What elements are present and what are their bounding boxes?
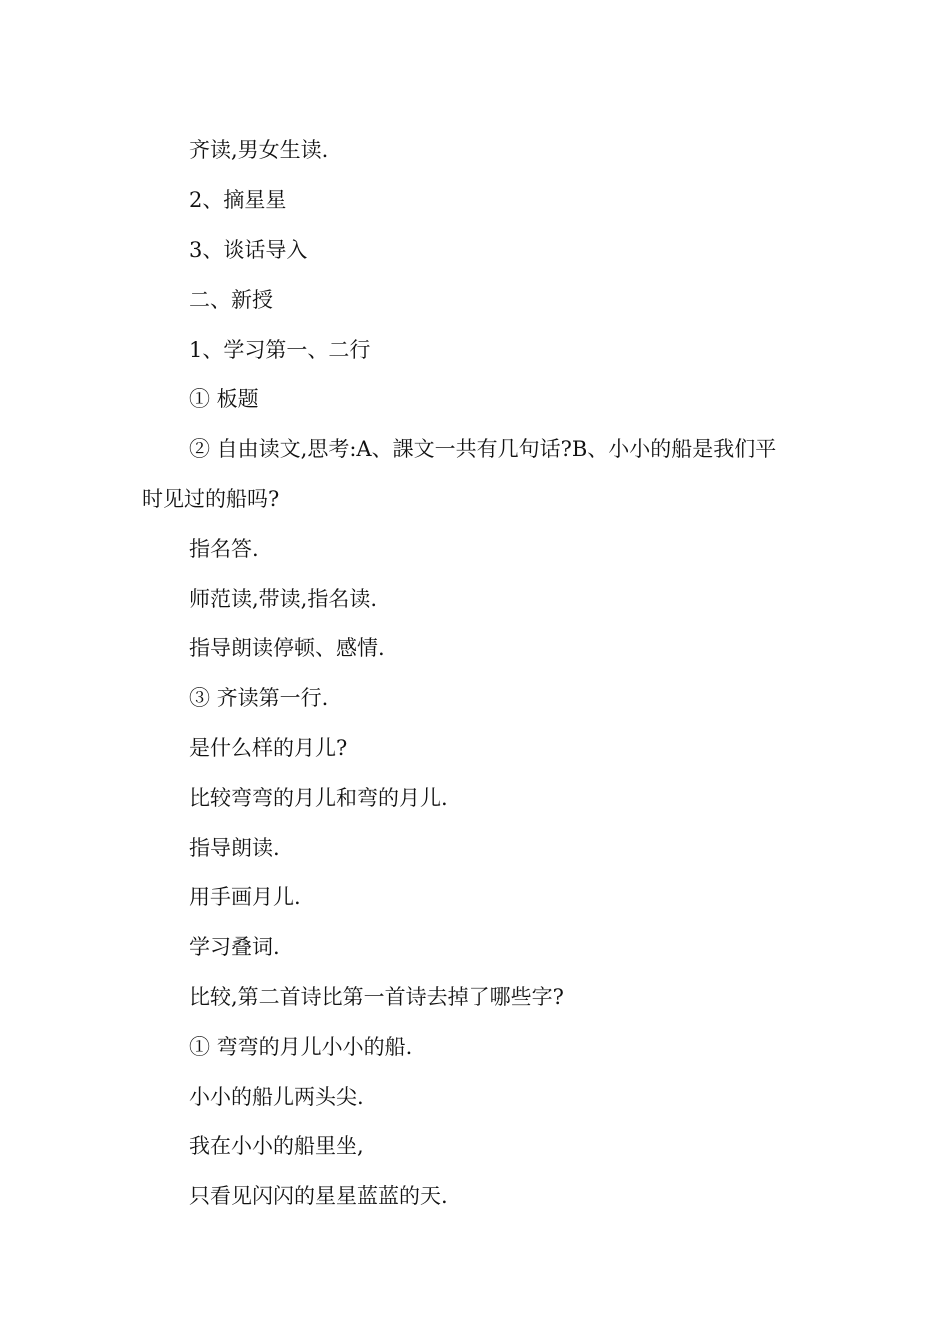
- poem-line-1: ① 弯弯的月儿小小的船.: [189, 1035, 413, 1059]
- paragraph-free-reading: ② 自由读文,思考:A、課文一共有几句话?B、小小的船是我们平: [189, 437, 777, 461]
- paragraph-read-together: 齐读,男女生读.: [189, 138, 329, 162]
- paragraph-teacher-read: 师范读,带读,指名读.: [189, 587, 378, 611]
- paragraph-draw-moon: 用手画月儿.: [189, 885, 301, 909]
- paragraph-compare-poems: 比较,第二首诗比第一首诗去掉了哪些字?: [189, 985, 564, 1009]
- poem-line-2: 小小的船儿两头尖.: [189, 1085, 364, 1109]
- paragraph-study-lines: 1、学习第一、二行: [189, 338, 371, 362]
- paragraph-compare-moon: 比较弯弯的月儿和弯的月儿.: [189, 786, 448, 810]
- paragraph-board-title: ① 板题: [189, 387, 259, 411]
- poem-line-4: 只看见闪闪的星星蓝蓝的天.: [189, 1184, 448, 1208]
- paragraph-free-reading-continued: 时见过的船吗?: [142, 487, 280, 511]
- paragraph-what-moon: 是什么样的月儿?: [189, 736, 348, 760]
- section-heading-new-lesson: 二、新授: [189, 288, 273, 312]
- poem-line-3: 我在小小的船里坐,: [189, 1134, 364, 1158]
- paragraph-pick-stars: 2、摘星星: [189, 188, 287, 212]
- paragraph-guide-read-aloud: 指导朗读.: [189, 836, 280, 860]
- paragraph-name-answer: 指名答.: [189, 537, 259, 561]
- paragraph-read-first-line: ③ 齐读第一行.: [189, 686, 329, 710]
- paragraph-learn-reduplication: 学习叠词.: [189, 935, 280, 959]
- paragraph-talk-intro: 3、谈话导入: [189, 238, 308, 262]
- paragraph-guide-reading: 指导朗读停顿、感情.: [189, 636, 385, 660]
